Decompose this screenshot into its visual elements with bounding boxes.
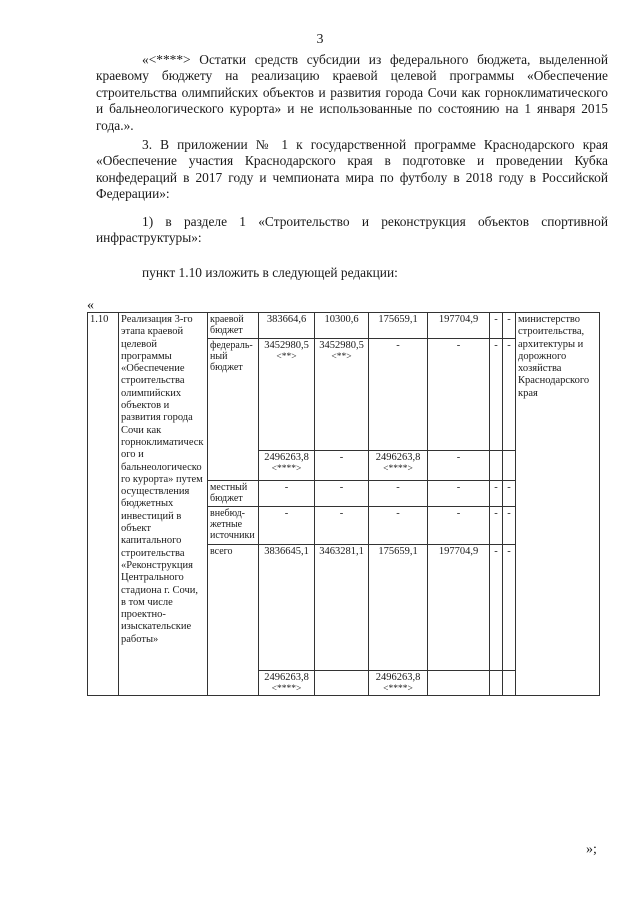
dash-cell: - [490,339,503,451]
amount-total: - [259,480,315,506]
amount-value: 2496263,8 [264,451,309,463]
amount-total [259,670,315,695]
paragraph-footnote: «<****> Остатки средств субсидии из федерального бюджета, выделенной краевому бюджету на реализацию краевой целевой программы «Обеспечение строительства олимпийских объектов и развития города Сочи как горноклиматического и бальнеологического курорта» и не использованные по состоянию на 1 января 2015 года.». [96,52,608,133]
footnote-mark: <****> [271,464,302,475]
amount-year-1 [315,670,369,695]
dash-cell [503,670,516,695]
dash-cell: - [503,313,516,339]
amount-value: 3452980,5 [264,340,309,351]
amount-year-2: 175659,1 [369,313,428,339]
amount-total: 383664,6 [259,313,315,339]
amount-year-2: - [369,506,428,544]
amount-year-3: - [428,506,490,544]
amount-year-3: - [428,339,490,451]
dash-cell [490,670,503,695]
paragraph-appendix: 3. В приложении № 1 к государственной программе Краснодарского края «Обеспечение участия Краснодарского края в подготовке и проведении Кубка конфедераций в 2017 году и чемпионата мира по футболу в 2018 году в Российской Федерации»: [96,137,608,202]
dash-cell: - [503,339,516,451]
amount-total [259,339,315,451]
table-row [88,313,600,339]
amount-year-3: - [428,450,490,480]
amount-year-2: - [369,339,428,451]
amount-value: 2496263,8 [375,671,421,683]
amount-year-1 [315,339,369,451]
footnote-mark: <****> [271,684,302,694]
dash-cell: - [490,506,503,544]
footnote-mark: <****> [383,464,413,475]
amount-year-1: - [315,480,369,506]
responsible-body: министерство строительства, архитектуры и дорожного хозяйства Краснодарского края [516,313,600,696]
amount-value: 2496263,8 [375,451,421,463]
dash-cell [490,450,503,480]
funding-source: краевой бюджет [208,313,259,339]
footnote-mark: <**> [276,352,297,363]
item-number: 1.10 [88,313,119,696]
amount-year-3 [428,670,490,695]
amount-year-2 [369,450,428,480]
dash-cell [503,450,516,480]
funding-source: внебюд-жетные источники [208,506,259,544]
closing-quote: »; [586,842,597,857]
amount-year-1: 10300,6 [315,313,369,339]
footnote-mark: <**> [331,352,352,363]
funding-source: федераль-ный бюджет [208,339,259,481]
dash-cell: - [490,480,503,506]
amount-year-2: 175659,1 [369,544,428,670]
amount-year-3: 197704,9 [428,313,490,339]
dash-cell: - [490,544,503,670]
amount-total: 3836645,1 [259,544,315,670]
dash-cell: - [490,313,503,339]
dash-cell: - [503,506,516,544]
paragraph-item: пункт 1.10 изложить в следующей редакции: [142,265,398,280]
amount-value: 2496263,8 [264,671,309,683]
funding-source: всего [208,544,259,695]
amount-year-1: - [315,506,369,544]
item-name: Реализация 3-го этапа краевой целевой программы «Обеспечение строительства олимпийских объектов и развития города Сочи как горноклиматического и бальнеологического курорта» путем осуществления бюджетных инвестиций в объект капитального строительства «Реконструкция Центрального стадиона г. Сочи, в том числе проектно-изыскательские работы» [119,313,208,696]
amount-total [259,450,315,480]
amount-year-1: 3463281,1 [315,544,369,670]
amount-value: 3452980,5 [319,340,364,351]
amount-year-3: - [428,480,490,506]
amount-total: - [259,506,315,544]
dash-cell: - [503,544,516,670]
amount-year-1: - [315,450,369,480]
opening-quote: « [87,298,94,313]
program-table [87,312,600,696]
footnote-mark: <****> [383,684,413,694]
page-number: 3 [316,32,324,47]
amount-year-2: - [369,480,428,506]
dash-cell: - [503,480,516,506]
funding-source: местный бюджет [208,480,259,506]
amount-year-3: 197704,9 [428,544,490,670]
paragraph-section: 1) в разделе 1 «Строительство и реконструкция объектов спортивной инфраструктуры»: [96,214,608,246]
amount-year-2 [369,670,428,695]
